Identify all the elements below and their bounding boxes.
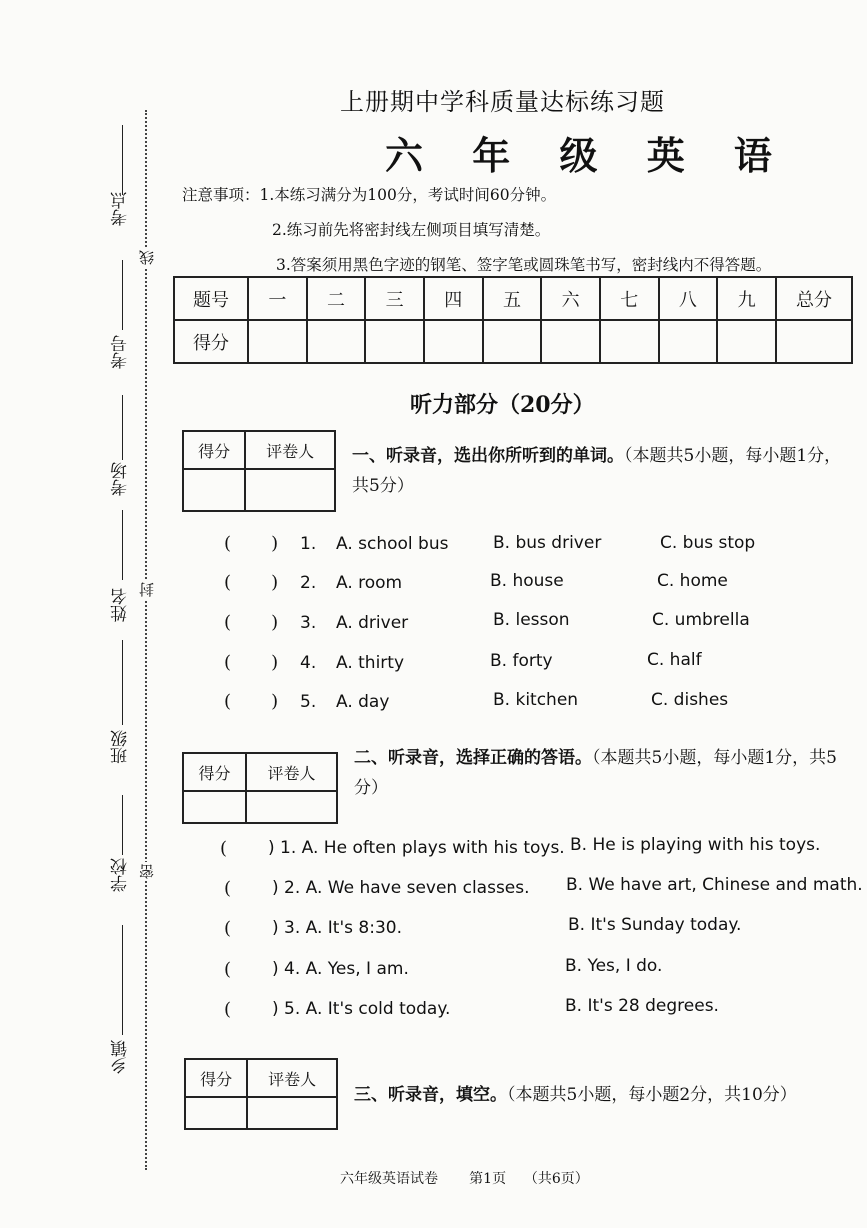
answer-paren[interactable]: ( ) — [224, 572, 279, 593]
s1-q4-num: 4. — [300, 653, 317, 673]
section2-title-bold: 二、听录音，选择正确的答语。 — [354, 748, 592, 768]
score-col-8: 八 — [659, 277, 718, 320]
mini-score-label: 得分 — [183, 431, 245, 469]
mini-grader-label: 评卷人 — [247, 1059, 337, 1097]
answer-paren[interactable]: ( ) — [224, 691, 279, 712]
seal-char-xian: 线 — [138, 250, 156, 265]
mini-score-cell[interactable] — [183, 469, 245, 511]
notes-line-1 — [182, 183, 556, 205]
s2-q1-b: B. He is playing with his toys. — [570, 835, 821, 855]
answer-paren-open[interactable]: ( — [224, 878, 232, 899]
s1-q5-num: 5. — [300, 692, 317, 712]
mini-grader-label: 评卷人 — [246, 753, 337, 791]
mini-grader-cell[interactable] — [247, 1097, 337, 1129]
score-col-7: 七 — [600, 277, 659, 320]
field-label-kaodian: 考点 — [111, 192, 131, 226]
subject-title: 六 年 级 英 语 — [385, 133, 790, 178]
score-col-2: 二 — [307, 277, 366, 320]
field-label-school: 学校 — [111, 858, 131, 892]
section1-title-bold: 一、听录音，选出你所听到的单词。 — [352, 446, 624, 466]
page-footer — [340, 1168, 589, 1188]
answer-paren[interactable]: ( ) — [224, 652, 279, 673]
field-blank-kaohao[interactable] — [122, 260, 123, 330]
s1-q2-b: B. house — [490, 571, 564, 591]
score-cell[interactable] — [776, 320, 852, 363]
mini-grader-label: 评卷人 — [245, 431, 335, 469]
mini-score-label: 得分 — [183, 753, 246, 791]
field-label-kaohao: 考号 — [111, 335, 131, 369]
footer-exam: 六年级英语试卷 — [340, 1171, 438, 1187]
section3-score-box — [184, 1058, 338, 1130]
s2-q2-b: B. We have art, Chinese and math. — [566, 875, 863, 895]
section2-title-rest: （本题共5小题，每小题1分，共5分） — [354, 748, 837, 798]
answer-paren-open[interactable]: ( — [224, 999, 232, 1020]
notes-item-3: 3.答案须用黑色字迹的钢笔、签字笔或圆珠笔书写，密封线内不得答题。 — [276, 256, 772, 274]
score-cell[interactable] — [365, 320, 424, 363]
s1-q1-c: C. bus stop — [660, 533, 756, 553]
field-label-kaochang: 考场 — [111, 462, 131, 496]
s1-q4-a: A. thirty — [336, 653, 405, 673]
mini-score-label: 得分 — [185, 1059, 247, 1097]
s1-q4-b: B. forty — [490, 651, 553, 671]
s2-q3-a: ) 3. A. It's 8:30. — [272, 918, 402, 938]
section2-score-box — [182, 752, 338, 824]
answer-paren-open[interactable]: ( — [224, 918, 232, 939]
s1-q2-a: A. room — [336, 573, 403, 593]
score-table — [173, 276, 853, 364]
field-blank-name[interactable] — [122, 510, 123, 580]
score-cell[interactable] — [541, 320, 600, 363]
exam-title: 上册期中学科质量达标练习题 — [340, 88, 665, 116]
score-col-3: 三 — [365, 277, 424, 320]
listening-heading: 听力部分（20分） — [410, 392, 595, 418]
section1-title — [352, 441, 852, 501]
s1-q5-a: A. day — [336, 692, 390, 712]
field-label-class: 班级 — [111, 730, 131, 764]
score-cell[interactable] — [600, 320, 659, 363]
s1-q1-a: A. school bus — [336, 534, 449, 554]
s1-q3-num: 3. — [300, 613, 317, 633]
s1-q3-a: A. driver — [336, 613, 409, 633]
mini-grader-cell[interactable] — [246, 791, 337, 823]
s2-q4-a: ) 4. A. Yes, I am. — [272, 959, 409, 979]
s1-q4-c: C. half — [647, 650, 702, 670]
answer-paren-open[interactable]: ( — [220, 838, 228, 859]
score-cell[interactable] — [717, 320, 776, 363]
s1-q1-b: B. bus driver — [493, 533, 602, 553]
s1-q3-b: B. lesson — [493, 610, 570, 630]
field-blank-town[interactable] — [122, 925, 123, 1035]
section3-title-rest: （本题共5小题，每小题2分，共10分） — [507, 1085, 797, 1105]
s2-q3-b: B. It's Sunday today. — [568, 915, 742, 935]
section3-title-bold: 三、听录音，填空。 — [354, 1085, 507, 1105]
field-label-name: 姓名 — [111, 588, 131, 622]
seal-line — [145, 110, 147, 1170]
score-col-total: 总分 — [776, 277, 852, 320]
s1-q1-num: 1. — [300, 534, 317, 554]
notes-item-1: 1.本练习满分为100分，考试时间60分钟。 — [259, 186, 557, 204]
s2-q5-a: ) 5. A. It's cold today. — [272, 999, 451, 1019]
s2-q4-b: B. Yes, I do. — [565, 956, 663, 976]
score-cell[interactable] — [424, 320, 483, 363]
mini-grader-cell[interactable] — [245, 469, 335, 511]
s1-q5-c: C. dishes — [651, 690, 729, 710]
answer-paren[interactable]: ( ) — [224, 612, 279, 633]
field-blank-class[interactable] — [122, 640, 123, 725]
notes-item-2: 2.练习前先将密封线左侧项目填写清楚。 — [272, 221, 551, 239]
score-cell[interactable] — [307, 320, 366, 363]
footer-page: 第1页 — [469, 1171, 507, 1187]
score-cell[interactable] — [659, 320, 718, 363]
footer-total: （共6页） — [523, 1171, 589, 1187]
s1-q5-b: B. kitchen — [493, 690, 579, 710]
section3-title — [354, 1080, 854, 1110]
score-col-9: 九 — [717, 277, 776, 320]
s1-q3-c: C. umbrella — [652, 610, 750, 630]
score-col-1: 一 — [248, 277, 307, 320]
section2-title — [354, 743, 852, 803]
score-table-row2-label: 得分 — [174, 320, 248, 363]
score-col-5: 五 — [483, 277, 542, 320]
section1-score-box — [182, 430, 336, 512]
s1-q2-c: C. home — [657, 571, 728, 591]
section1-title-rest: （本题共5小题，每小题1分，共5分） — [352, 446, 842, 496]
field-blank-kaochang[interactable] — [122, 395, 123, 460]
field-label-town: 乡镇 — [111, 1040, 131, 1074]
score-col-6: 六 — [541, 277, 600, 320]
s2-q2-a: ) 2. A. We have seven classes. — [272, 878, 530, 898]
score-col-4: 四 — [424, 277, 483, 320]
score-cell[interactable] — [248, 320, 307, 363]
answer-paren-open[interactable]: ( — [224, 959, 232, 980]
field-blank-kaodian[interactable] — [122, 125, 123, 195]
seal-char-mi: 密 — [138, 864, 156, 879]
mini-score-cell[interactable] — [185, 1097, 247, 1129]
s2-q5-b: B. It's 28 degrees. — [565, 996, 719, 1016]
s1-q2-num: 2. — [300, 573, 317, 593]
notes-label: 注意事项： — [182, 186, 260, 204]
score-cell[interactable] — [483, 320, 542, 363]
answer-paren[interactable]: ( ) — [224, 533, 279, 554]
s2-q1-a: ) 1. A. He often plays with his toys. — [268, 838, 565, 858]
field-blank-school[interactable] — [122, 795, 123, 855]
mini-score-cell[interactable] — [183, 791, 246, 823]
seal-char-feng: 封 — [138, 582, 156, 597]
score-table-row1-label: 题号 — [174, 277, 248, 320]
